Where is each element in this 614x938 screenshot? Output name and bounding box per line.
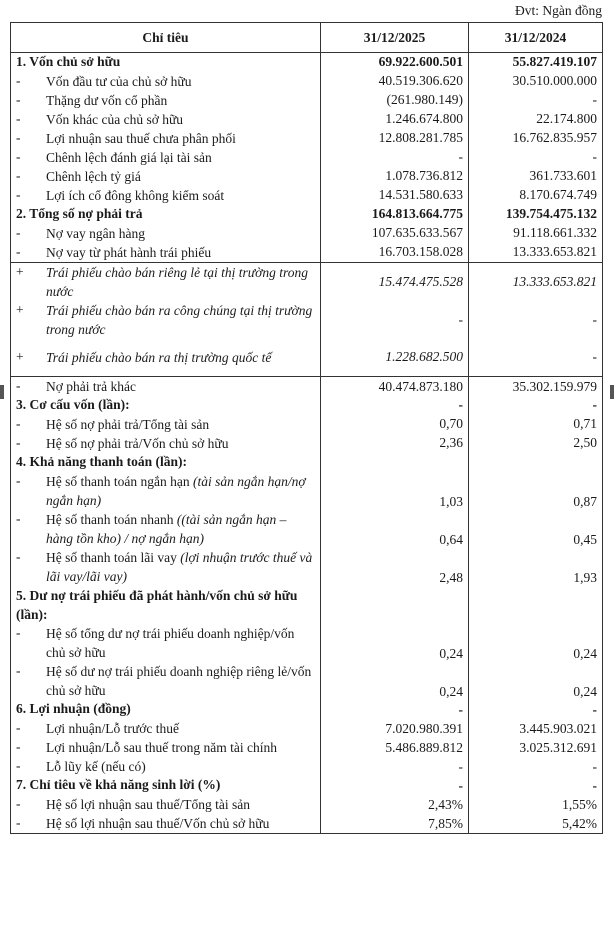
value-2025-cell: - — [321, 776, 469, 795]
indicator-label: Nợ vay ngân hàng — [46, 225, 145, 241]
table-row — [11, 224, 603, 243]
value-2025-cell: 107.635.633.567 — [321, 224, 469, 243]
table-row — [11, 510, 603, 548]
table-row — [11, 757, 603, 776]
indicator-cell — [11, 339, 321, 377]
table-row — [11, 700, 603, 719]
indicator-cell — [11, 262, 321, 301]
row-marker: - — [16, 815, 21, 831]
table-row — [11, 53, 603, 72]
value-2024-cell: - — [469, 148, 603, 167]
indicator-label: 1. Vốn chủ sở hữu — [16, 54, 121, 69]
indicator-cell — [11, 738, 321, 757]
value-2025-cell: 164.813.664.775 — [321, 205, 469, 224]
value-2025-cell: 1.228.682.500 — [321, 339, 469, 377]
row-marker: - — [16, 110, 21, 126]
value-2025-cell: (261.980.149) — [321, 91, 469, 110]
indicator-label: Nợ vay từ phát hành trái phiếu — [46, 244, 212, 260]
table-row — [11, 129, 603, 148]
row-marker: - — [16, 186, 21, 202]
value-2025-cell: 5.486.889.812 — [321, 738, 469, 757]
indicator-cell — [11, 453, 321, 472]
indicator-cell — [11, 205, 321, 224]
indicator-label: Nợ phải trả khác — [46, 379, 136, 395]
table-row — [11, 377, 603, 397]
indicator-cell — [11, 148, 321, 167]
indicator-label: Hệ số thanh toán lãi vay — [46, 549, 177, 565]
value-2024-cell: 13.333.653.821 — [469, 262, 603, 301]
row-marker: - — [16, 739, 21, 755]
value-2024-cell: 13.333.653.821 — [469, 243, 603, 263]
indicator-label: 7. Chỉ tiêu về khả năng sinh lời (%) — [16, 777, 221, 793]
indicator-cell — [11, 91, 321, 110]
indicator-cell — [11, 776, 321, 795]
indicator-label: Hệ số dư nợ trái phiếu doanh nghiệp riêng lẻ/vốn chủ sở hữu — [46, 664, 312, 699]
row-marker: + — [16, 301, 24, 317]
indicator-label: Lợi ích cổ đông không kiểm soát — [46, 187, 225, 203]
indicator-label: Lỗ lũy kế (nếu có) — [46, 759, 146, 775]
value-2024-cell: 0,45 — [469, 510, 603, 548]
value-2025-cell: - — [321, 396, 469, 415]
indicator-label: Hệ số nợ phải trả/Vốn chủ sở hữu — [46, 435, 229, 451]
value-2025-cell: 12.808.281.785 — [321, 129, 469, 148]
indicator-cell — [11, 586, 321, 625]
value-2025-cell: - — [321, 700, 469, 719]
indicator-label: Hệ số thanh toán nhanh — [46, 511, 174, 527]
indicator-label: Hệ số lợi nhuận sau thuế/Vốn chủ sở hữu — [46, 816, 270, 832]
indicator-cell — [11, 396, 321, 415]
indicator-cell — [11, 795, 321, 814]
table-body — [11, 53, 603, 834]
value-2024-cell: 139.754.475.132 — [469, 205, 603, 224]
value-2025-cell: 7,85% — [321, 814, 469, 834]
unit-note: Đvt: Ngàn đồng — [515, 3, 602, 18]
value-2024-cell: - — [469, 700, 603, 719]
value-2024-cell: 0,24 — [469, 662, 603, 700]
row-marker: - — [16, 472, 21, 488]
value-2024-cell: 0,71 — [469, 415, 603, 434]
value-2024-cell: 2,50 — [469, 434, 603, 453]
left-edge-marker — [0, 385, 4, 399]
value-2024-cell: - — [469, 776, 603, 795]
table-row — [11, 548, 603, 586]
indicator-label: Thặng dư vốn cổ phần — [46, 92, 168, 108]
table-header-row — [11, 23, 603, 53]
value-2024-cell: 0,87 — [469, 472, 603, 510]
value-2024-cell: 361.733.601 — [469, 167, 603, 186]
value-2025-cell: 69.922.600.501 — [321, 53, 469, 72]
row-marker: - — [16, 167, 21, 183]
indicator-label: Hệ số thanh toán ngắn hạn — [46, 473, 190, 489]
row-marker: + — [16, 263, 24, 279]
value-2025-cell: 0,70 — [321, 415, 469, 434]
indicator-label: 2. Tổng số nợ phải trả — [16, 205, 143, 221]
value-2025-cell: - — [321, 757, 469, 776]
row-marker: - — [16, 625, 21, 641]
indicator-cell — [11, 434, 321, 453]
row-marker: - — [16, 548, 21, 564]
row-marker: - — [16, 434, 21, 450]
value-2024-cell: 35.302.159.979 — [469, 377, 603, 397]
row-marker: - — [16, 758, 21, 774]
value-2024-cell: 1,55% — [469, 795, 603, 814]
table-row — [11, 814, 603, 834]
table-row — [11, 262, 603, 301]
value-2025-cell: 40.474.873.180 — [321, 377, 469, 397]
value-2025-cell: 16.703.158.028 — [321, 243, 469, 263]
value-2025-cell: 15.474.475.528 — [321, 262, 469, 301]
value-2024-cell: 0,24 — [469, 624, 603, 662]
indicator-label: Chênh lệch tỷ giá — [46, 168, 141, 184]
indicator-cell — [11, 53, 321, 72]
table-row — [11, 396, 603, 415]
value-2025-cell: 2,43% — [321, 795, 469, 814]
indicator-cell — [11, 301, 321, 339]
indicator-cell — [11, 719, 321, 738]
value-2024-cell: 5,42% — [469, 814, 603, 834]
value-2025-cell: 7.020.980.391 — [321, 719, 469, 738]
indicator-cell — [11, 167, 321, 186]
value-2024-cell: - — [469, 91, 603, 110]
table-row — [11, 472, 603, 510]
value-2024-cell: 55.827.419.107 — [469, 53, 603, 72]
indicator-label: Lợi nhuận sau thuế chưa phân phối — [46, 130, 236, 146]
table-row — [11, 586, 603, 625]
indicator-label: Chênh lệch đánh giá lại tài sản — [46, 149, 212, 165]
indicator-formula: (lợi nhuận trước thuế và lãi vay/lãi vay) — [46, 549, 313, 584]
row-marker: - — [16, 510, 21, 526]
value-2025-cell: 40.519.306.620 — [321, 72, 469, 91]
value-2025-cell: 2,36 — [321, 434, 469, 453]
financial-indicators-table — [10, 22, 603, 834]
table-row — [11, 339, 603, 377]
value-2024-cell: 3.025.312.691 — [469, 738, 603, 757]
indicator-cell — [11, 224, 321, 243]
table-row — [11, 186, 603, 205]
table-row — [11, 662, 603, 700]
value-2025-cell: 1.078.736.812 — [321, 167, 469, 186]
row-marker: - — [16, 796, 21, 812]
value-2024-cell: - — [469, 339, 603, 377]
value-2025-cell — [321, 453, 469, 472]
indicator-cell — [11, 814, 321, 834]
value-2025-cell: 1.246.674.800 — [321, 110, 469, 129]
table-row — [11, 243, 603, 263]
indicator-cell — [11, 510, 321, 548]
indicator-cell — [11, 415, 321, 434]
table-row — [11, 719, 603, 738]
indicator-label: Hệ số tổng dư nợ trái phiếu doanh nghiệp/vốn chủ sở hữu — [46, 626, 295, 661]
row-marker: - — [16, 663, 21, 679]
indicator-cell — [11, 662, 321, 700]
indicator-formula: ((tài sản ngắn hạn – hàng tồn kho) / nợ ngắn hạn) — [46, 511, 287, 546]
value-2024-cell: 16.762.835.957 — [469, 129, 603, 148]
indicator-label: Vốn đầu tư của chủ sở hữu — [46, 73, 192, 89]
indicator-cell — [11, 377, 321, 397]
value-2025-cell: 14.531.580.633 — [321, 186, 469, 205]
row-marker: - — [16, 243, 21, 259]
value-2025-cell: - — [321, 301, 469, 339]
table-row — [11, 415, 603, 434]
value-2024-cell: - — [469, 757, 603, 776]
indicator-cell — [11, 757, 321, 776]
value-2025-cell: 0,24 — [321, 662, 469, 700]
table-row — [11, 795, 603, 814]
value-2024-cell: - — [469, 301, 603, 339]
value-2024-cell: 22.174.800 — [469, 110, 603, 129]
value-2024-cell: 3.445.903.021 — [469, 719, 603, 738]
row-marker: - — [16, 72, 21, 88]
header-indicator: Chỉ tiêu — [11, 23, 321, 53]
table-row — [11, 167, 603, 186]
indicator-label: Lợi nhuận/Lỗ sau thuế trong năm tài chính — [46, 740, 277, 756]
indicator-cell — [11, 72, 321, 91]
value-2024-cell: - — [469, 396, 603, 415]
indicator-label: 4. Khả năng thanh toán (lần): — [16, 453, 188, 469]
row-marker: - — [16, 415, 21, 431]
row-marker: - — [16, 720, 21, 736]
value-2024-cell: 8.170.674.749 — [469, 186, 603, 205]
value-2024-cell: 91.118.661.332 — [469, 224, 603, 243]
indicator-cell — [11, 129, 321, 148]
indicator-label: Trái phiếu chào bán ra thị trường quốc tế — [46, 349, 272, 365]
row-marker: + — [16, 348, 24, 364]
indicator-cell — [11, 700, 321, 719]
table-row — [11, 110, 603, 129]
indicator-cell — [11, 472, 321, 510]
row-marker: - — [16, 91, 21, 107]
table-row — [11, 453, 603, 472]
table-row — [11, 738, 603, 757]
table-row — [11, 776, 603, 795]
value-2025-cell: 1,03 — [321, 472, 469, 510]
value-2025-cell: 2,48 — [321, 548, 469, 586]
indicator-cell — [11, 243, 321, 263]
indicator-label: 6. Lợi nhuận (đồng) — [16, 701, 131, 717]
right-edge-marker — [610, 385, 614, 399]
indicator-label: Lợi nhuận/Lỗ trước thuế — [46, 721, 179, 737]
indicator-label: Hệ số lợi nhuận sau thuế/Tổng tài sản — [46, 797, 250, 813]
indicator-label: Trái phiếu chào bán riêng lẻ tại thị trường trong nước — [46, 264, 308, 299]
table-row — [11, 148, 603, 167]
value-2024-cell — [469, 453, 603, 472]
value-2025-cell: 0,24 — [321, 624, 469, 662]
value-2025-cell — [321, 586, 469, 625]
value-2024-cell: 30.510.000.000 — [469, 72, 603, 91]
value-2025-cell: - — [321, 148, 469, 167]
row-marker: - — [16, 224, 21, 240]
indicator-cell — [11, 186, 321, 205]
indicator-label: Vốn khác của chủ sở hữu — [46, 111, 184, 127]
value-2025-cell: 0,64 — [321, 510, 469, 548]
header-2024: 31/12/2024 — [469, 23, 603, 53]
indicator-formula: (tài sản ngắn hạn/nợ ngắn hạn) — [46, 473, 306, 508]
indicator-cell — [11, 624, 321, 662]
table-row — [11, 91, 603, 110]
value-2024-cell: 1,93 — [469, 548, 603, 586]
indicator-label: 3. Cơ cấu vốn (lần): — [16, 397, 130, 413]
value-2024-cell — [469, 586, 603, 625]
row-marker: - — [16, 378, 21, 394]
indicator-cell — [11, 110, 321, 129]
indicator-label: 5. Dư nợ trái phiếu đã phát hành/vốn chủ sở hữu (lần): — [16, 587, 298, 622]
table-row — [11, 205, 603, 224]
row-marker: - — [16, 129, 21, 145]
table-row — [11, 624, 603, 662]
table-row — [11, 72, 603, 91]
row-marker: - — [16, 148, 21, 164]
header-2025: 31/12/2025 — [321, 23, 469, 53]
table-row — [11, 434, 603, 453]
indicator-label: Hệ số nợ phải trả/Tổng tài sản — [46, 416, 210, 432]
indicator-cell — [11, 548, 321, 586]
table-row — [11, 301, 603, 339]
indicator-label: Trái phiếu chào bán ra công chúng tại thị trường trong nước — [46, 302, 313, 337]
